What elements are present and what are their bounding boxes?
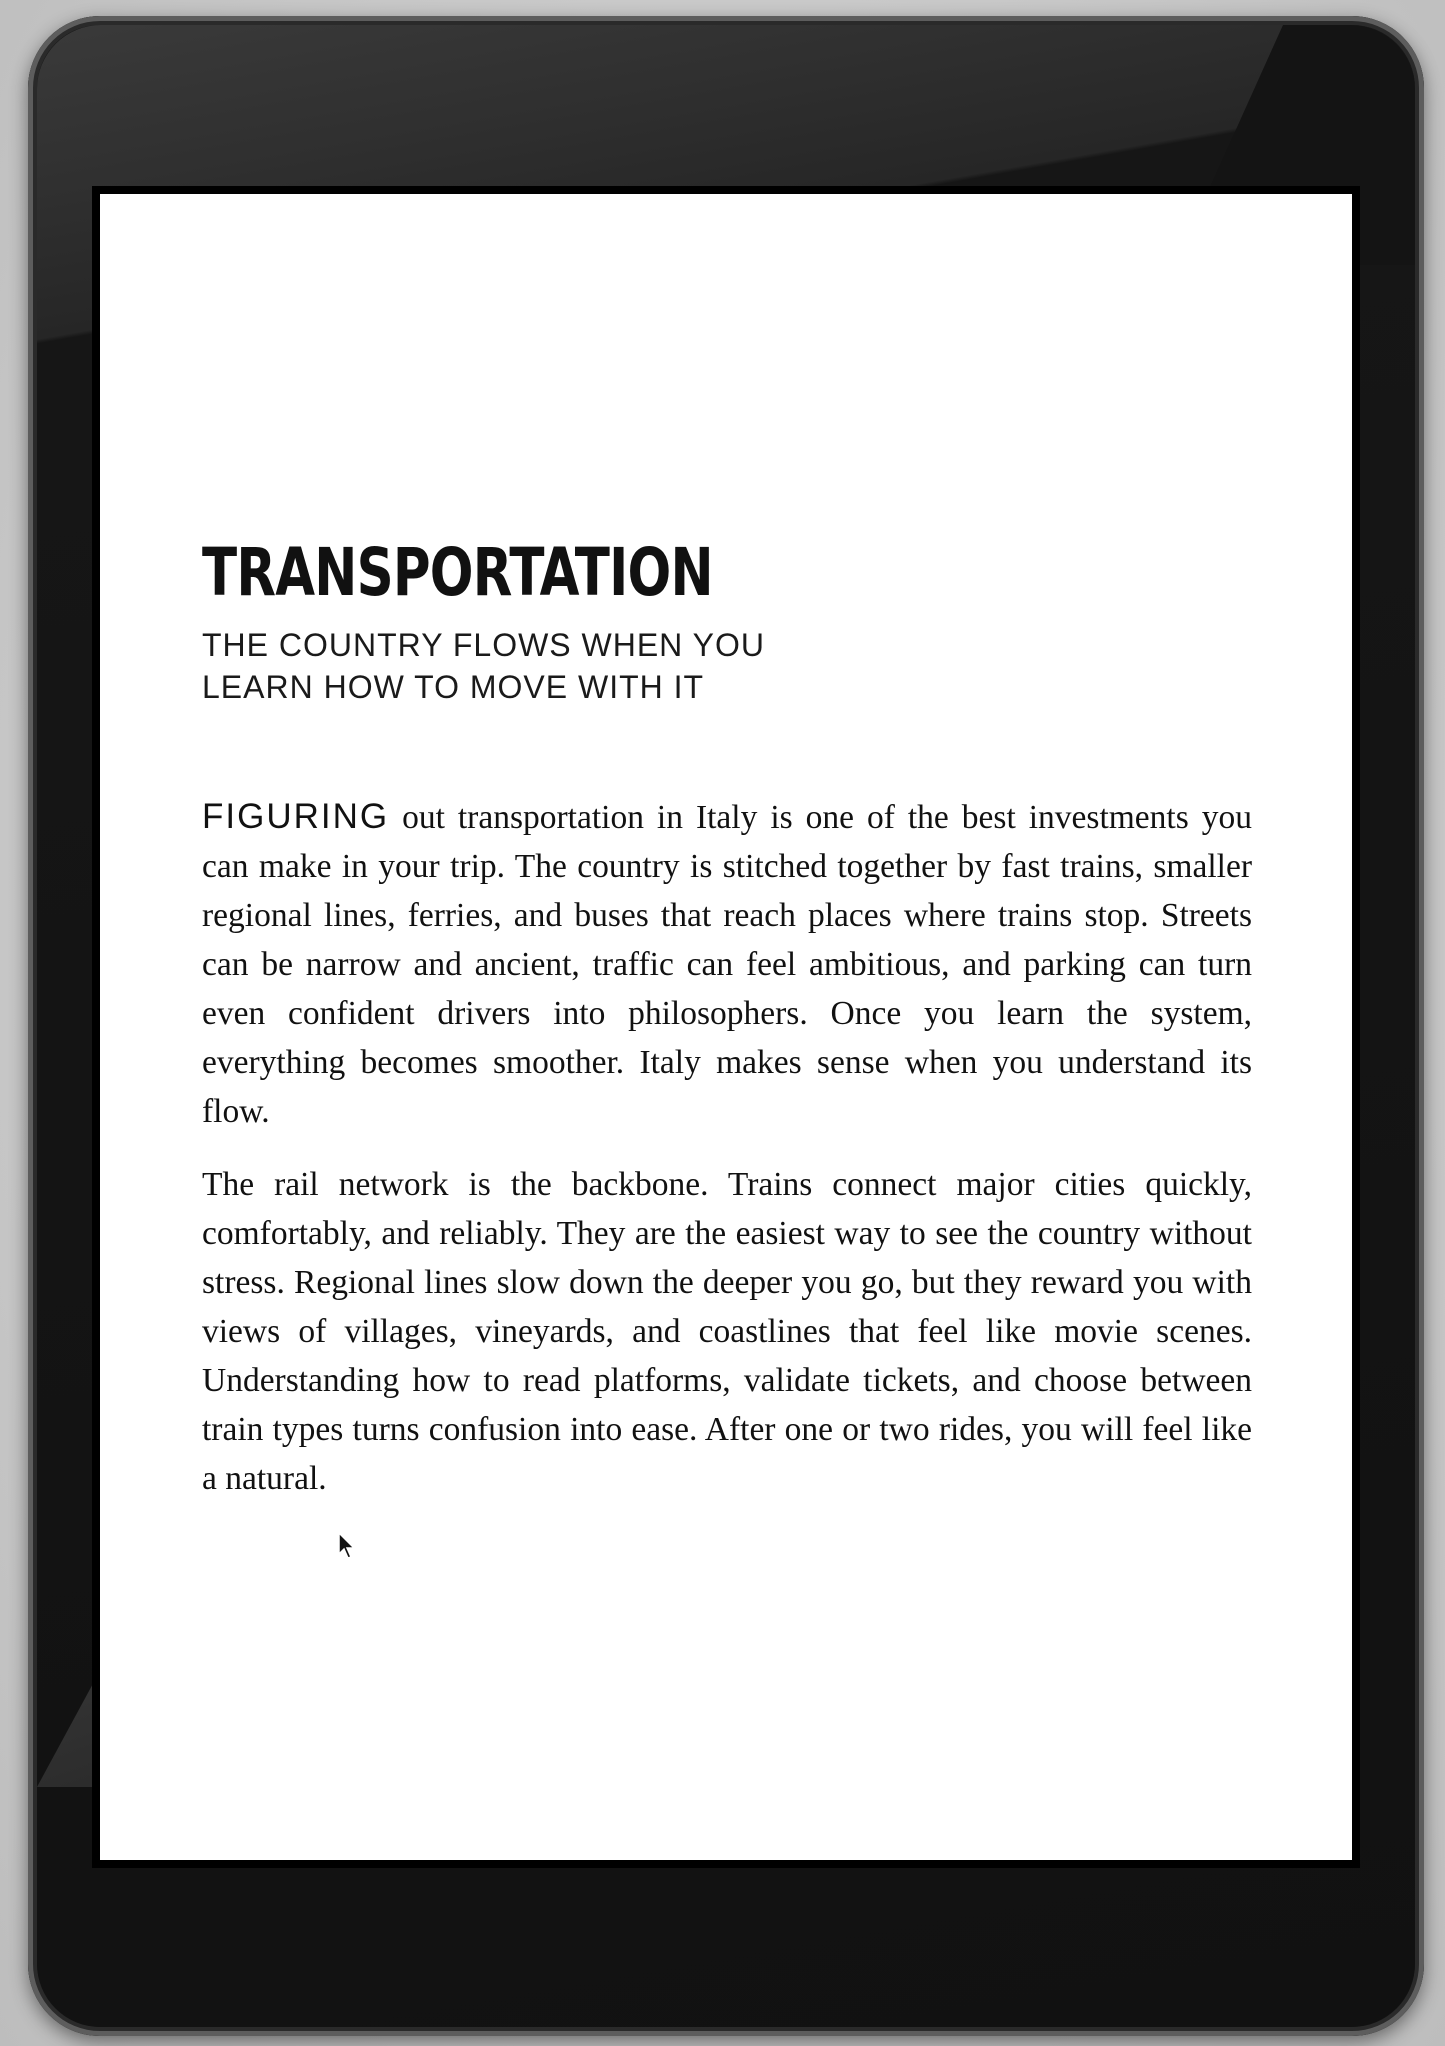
- chapter-title: TRANSPORTATION: [202, 534, 713, 611]
- body-paragraph-2: The rail network is the backbone. Trains connect major cities quickly, comfortably, and reliably. They are the easiest way to see the country without stress. Regional lines slow down the deeper you go, but they reward you with views of villages, vineyards, and coastlines that feel like movie scenes. Understanding how to read platforms, validate tickets, and choose between train types turns confusion into ease. After one or two rides, you will feel like a natural.: [202, 1166, 1252, 1497]
- paragraph-1-text: out transportation in Italy is one of the best investments you can make in your trip. The country is stitched together by fast trains, smaller regional lines, ferries, and buses that reach places where trains stop. Streets can be narrow and ancient, traffic can feel ambitious, and parking can turn even confident drivers into philosophers. Once you learn the system, everything becomes smoother. Italy makes sense when you understand its flow.: [202, 799, 1252, 1130]
- chapter-subtitle: THE COUNTRY FLOWS WHEN YOU LEARN HOW TO MOVE WITH IT: [202, 627, 765, 705]
- lead-word: FIGURING: [202, 797, 390, 836]
- mouse-pointer-icon: [338, 1532, 356, 1560]
- body-paragraph-1: [202, 792, 1252, 1136]
- page-content: [202, 534, 1252, 1503]
- reader-screen[interactable]: [92, 186, 1360, 1868]
